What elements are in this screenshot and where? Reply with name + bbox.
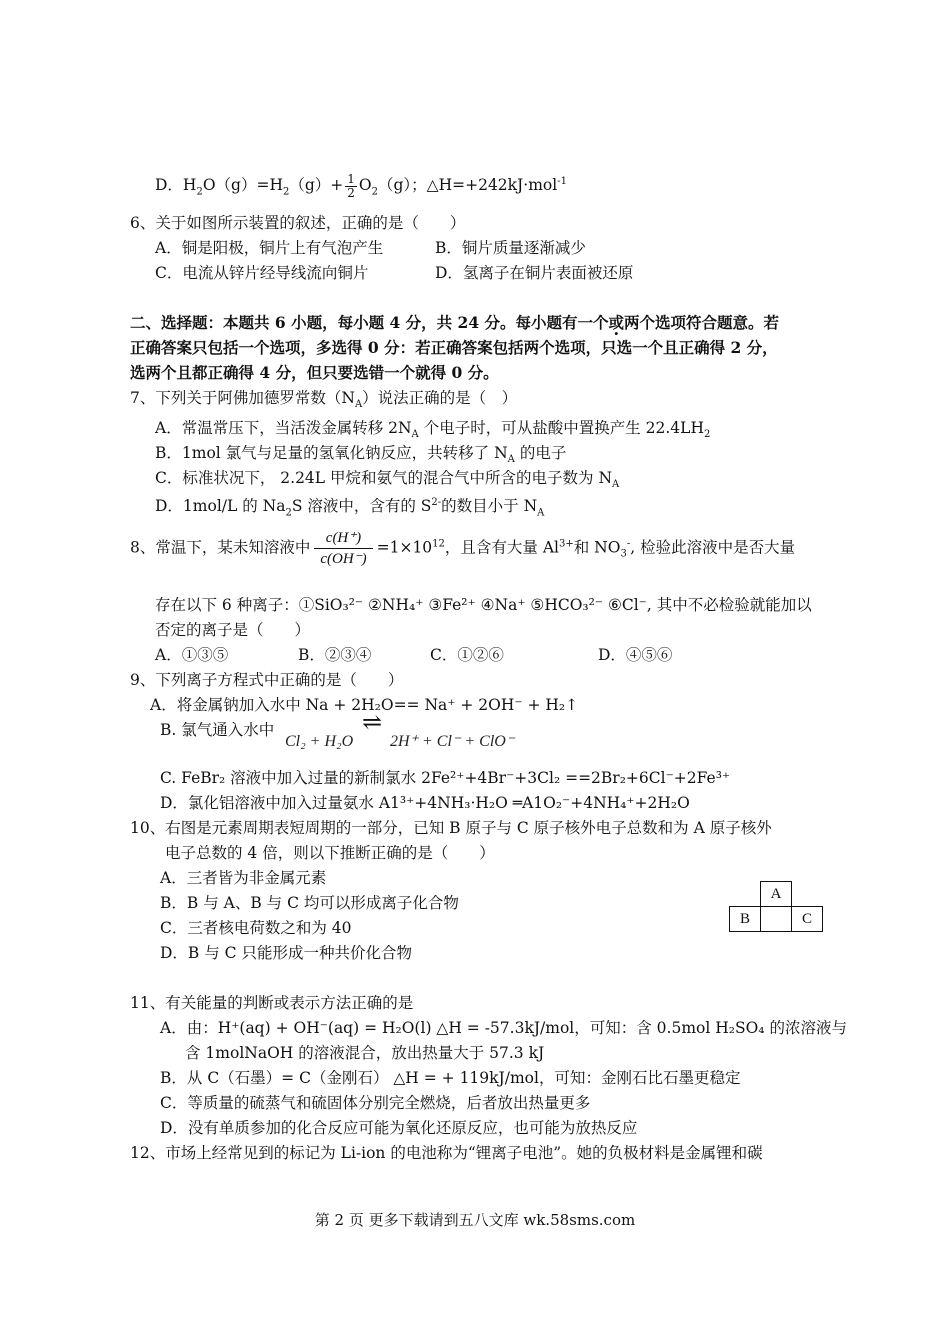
q6-option-c: C．电流从锌片经导线流向铜片 [155, 264, 369, 282]
q6-option-b: B．铜片质量逐渐减少 [435, 239, 586, 257]
q11-option-a-line2: 含 1molNaOH 的溶液混合，放出热量大于 57.3 kJ [185, 1044, 545, 1062]
q10-stem-line2: 电子总数的 4 倍，则以下推断正确的是（ ） [165, 844, 495, 862]
q8-line3: 否定的离子是（ ） [155, 621, 311, 639]
periodic-cell-a: A [761, 882, 792, 907]
periodic-empty-cell [730, 882, 761, 907]
periodic-table-fragment [729, 881, 823, 932]
q10-option-a: A．三者皆为非金属元素 [160, 869, 327, 887]
q9-option-c: C. FeBr₂ 溶液中加入过量的新制氯水 2Fe²⁺+4Br⁻+3Cl₂ ==2Br₂+6Cl⁻+2Fe³⁺ [160, 769, 731, 787]
q5-option-d: D．$H_2O(g)=H_2(g)+$ $\frac{1}{2}$ $O_2(g)$；△H=+242kJ·mol$^{-1}$ [155, 171, 567, 200]
q9-option-b: B. 氯气通入水中 [160, 721, 275, 739]
q8-line2: 存在以下 6 种离子：①SiO₃²⁻ ②NH₄⁺ ③Fe²⁺ ④Na⁺ ⑤HCO₃²⁻ ⑥Cl⁻, 其中不必检验就能加以 [155, 596, 812, 614]
section2-line1: 二、选择题：本题共 6 小题，每小题 4 分，共 24 分。每小题有一个或两个 ·选项符合题意。若 [130, 313, 779, 333]
periodic-empty-cell [792, 882, 823, 907]
section2-line3: 选两个且都正确得 4 分，但只要选错一个就得 0 分。 [130, 363, 499, 382]
q10-option-d: D．B 与 C 只能形成一种共价化合物 [160, 944, 412, 962]
q10-stem-line1: 10、右图是元素周期表短周期的一部分，已知 B 原子与 C 原子核外电子总数和为 A 原子核外 [130, 819, 772, 837]
q9-stem: 9、下列离子方程式中正确的是（ ） [130, 671, 404, 689]
q9-option-d: D．氯化铝溶液中加入过量氨水 A1³⁺+4NH₃·H₂O ═A1O₂⁻+4NH₄⁺+2H₂O [160, 794, 690, 812]
q9-b-equation-rhs: 2H⁺ + Cl⁻ + ClO⁻ [390, 733, 515, 750]
q8-option-a: A．①③⑤ [155, 646, 229, 664]
q11-option-a-line1: A．由：H⁺(aq) + OH⁻(aq) = H₂O(l) △H = -57.3kJ/mol，可知：含 0.5mol H₂SO₄ 的浓溶液与 [160, 1019, 847, 1037]
q11-option-c: C．等质量的硫蒸气和硫固体分别完全燃烧，后者放出热量更多 [160, 1094, 591, 1112]
q7-option-d: D．1mol/L 的 $Na_2S$ 溶液中，含有的 $S^{2-}$的数目小于 $N_A$ [155, 497, 545, 519]
half-fraction: $\frac{1}{2}$ [347, 171, 355, 200]
periodic-cell-c: C [792, 907, 823, 932]
q9-b-equilibrium-arrow: ⇌ [362, 708, 383, 736]
q7-option-c: C．标准状况下， 2.24L 甲烷和氨气的混合气中所含的电子数为 $N_A$ [155, 469, 620, 491]
q7-stem: 7、下列关于阿佛加德罗常数$(N_A)$说法正确的是（ ） [130, 389, 518, 411]
q8-stem: 8、常温下，某未知溶液中 $\frac{c(H^+)}{c(OH^-)}$ $=1\times 10^{12}$，且含有大量 $Al^{3+}$和 $NO_3^-$, 检验此溶液中是否大量 [130, 530, 796, 567]
q9-option-a: A．将金属钠加入水中 Na + 2H₂O== Na⁺ + 2OH⁻ + H₂↑ [150, 696, 579, 714]
q12-stem: 12、市场上经常见到的标记为 Li-ion 的电池称为“锂离子电池”。她的负极材料是金属锂和碳 [130, 1144, 763, 1162]
q6-option-d: D．氢离子在铜片表面被还原 [435, 264, 634, 282]
q8-option-d: D．④⑤⑥ [598, 646, 673, 664]
periodic-cell-blank [761, 907, 792, 932]
section2-line2: 正确答案只包括一个选项，多选得 0 分：若正确答案包括两个选项，只选一个且正确得 2 分， [130, 338, 778, 357]
q8-option-c: C．①②⑥ [430, 646, 504, 664]
q9-b-equation-lhs: Cl₂ + H₂O [285, 733, 354, 750]
q6-option-a: A．铜是阳极，铜片上有气泡产生 [155, 239, 384, 257]
q7-option-b: B．1mol 氯气与足量的氢氧化钠反应，共转移了 $N_A$ 的电子 [155, 444, 567, 466]
ion-ratio-fraction: $\frac{c(H^+)}{c(OH^-)}$ [314, 528, 372, 569]
q10-option-c: C．三者核电荷数之和为 40 [160, 919, 352, 937]
q11-stem: 11、有关能量的判断或表示方法正确的是 [130, 994, 414, 1012]
q8-option-b: B．②③④ [298, 646, 372, 664]
q10-option-b: B．B 与 A、B 与 C 均可以形成离子化合物 [160, 894, 459, 912]
q11-option-b: B．从 C（石墨）= C（金刚石） △H = + 119kJ/mol，可知：金刚石比石墨更稳定 [160, 1069, 741, 1087]
periodic-cell-b: B [730, 907, 761, 932]
q7-option-a: A．常温常压下，当活泼金属转移 $2N_A$ 个电子时，可从盐酸中置换产生 $22.4LH_2$ [155, 419, 711, 441]
page-footer: 第 2 页 更多下载请到五八文库 wk.58sms.com [314, 1211, 636, 1229]
q11-option-d: D．没有单质参加的化合反应可能为氧化还原反应，也可能为放热反应 [160, 1119, 638, 1137]
q6-stem: 6、关于如图所示装置的叙述，正确的是（ ） [130, 214, 466, 232]
